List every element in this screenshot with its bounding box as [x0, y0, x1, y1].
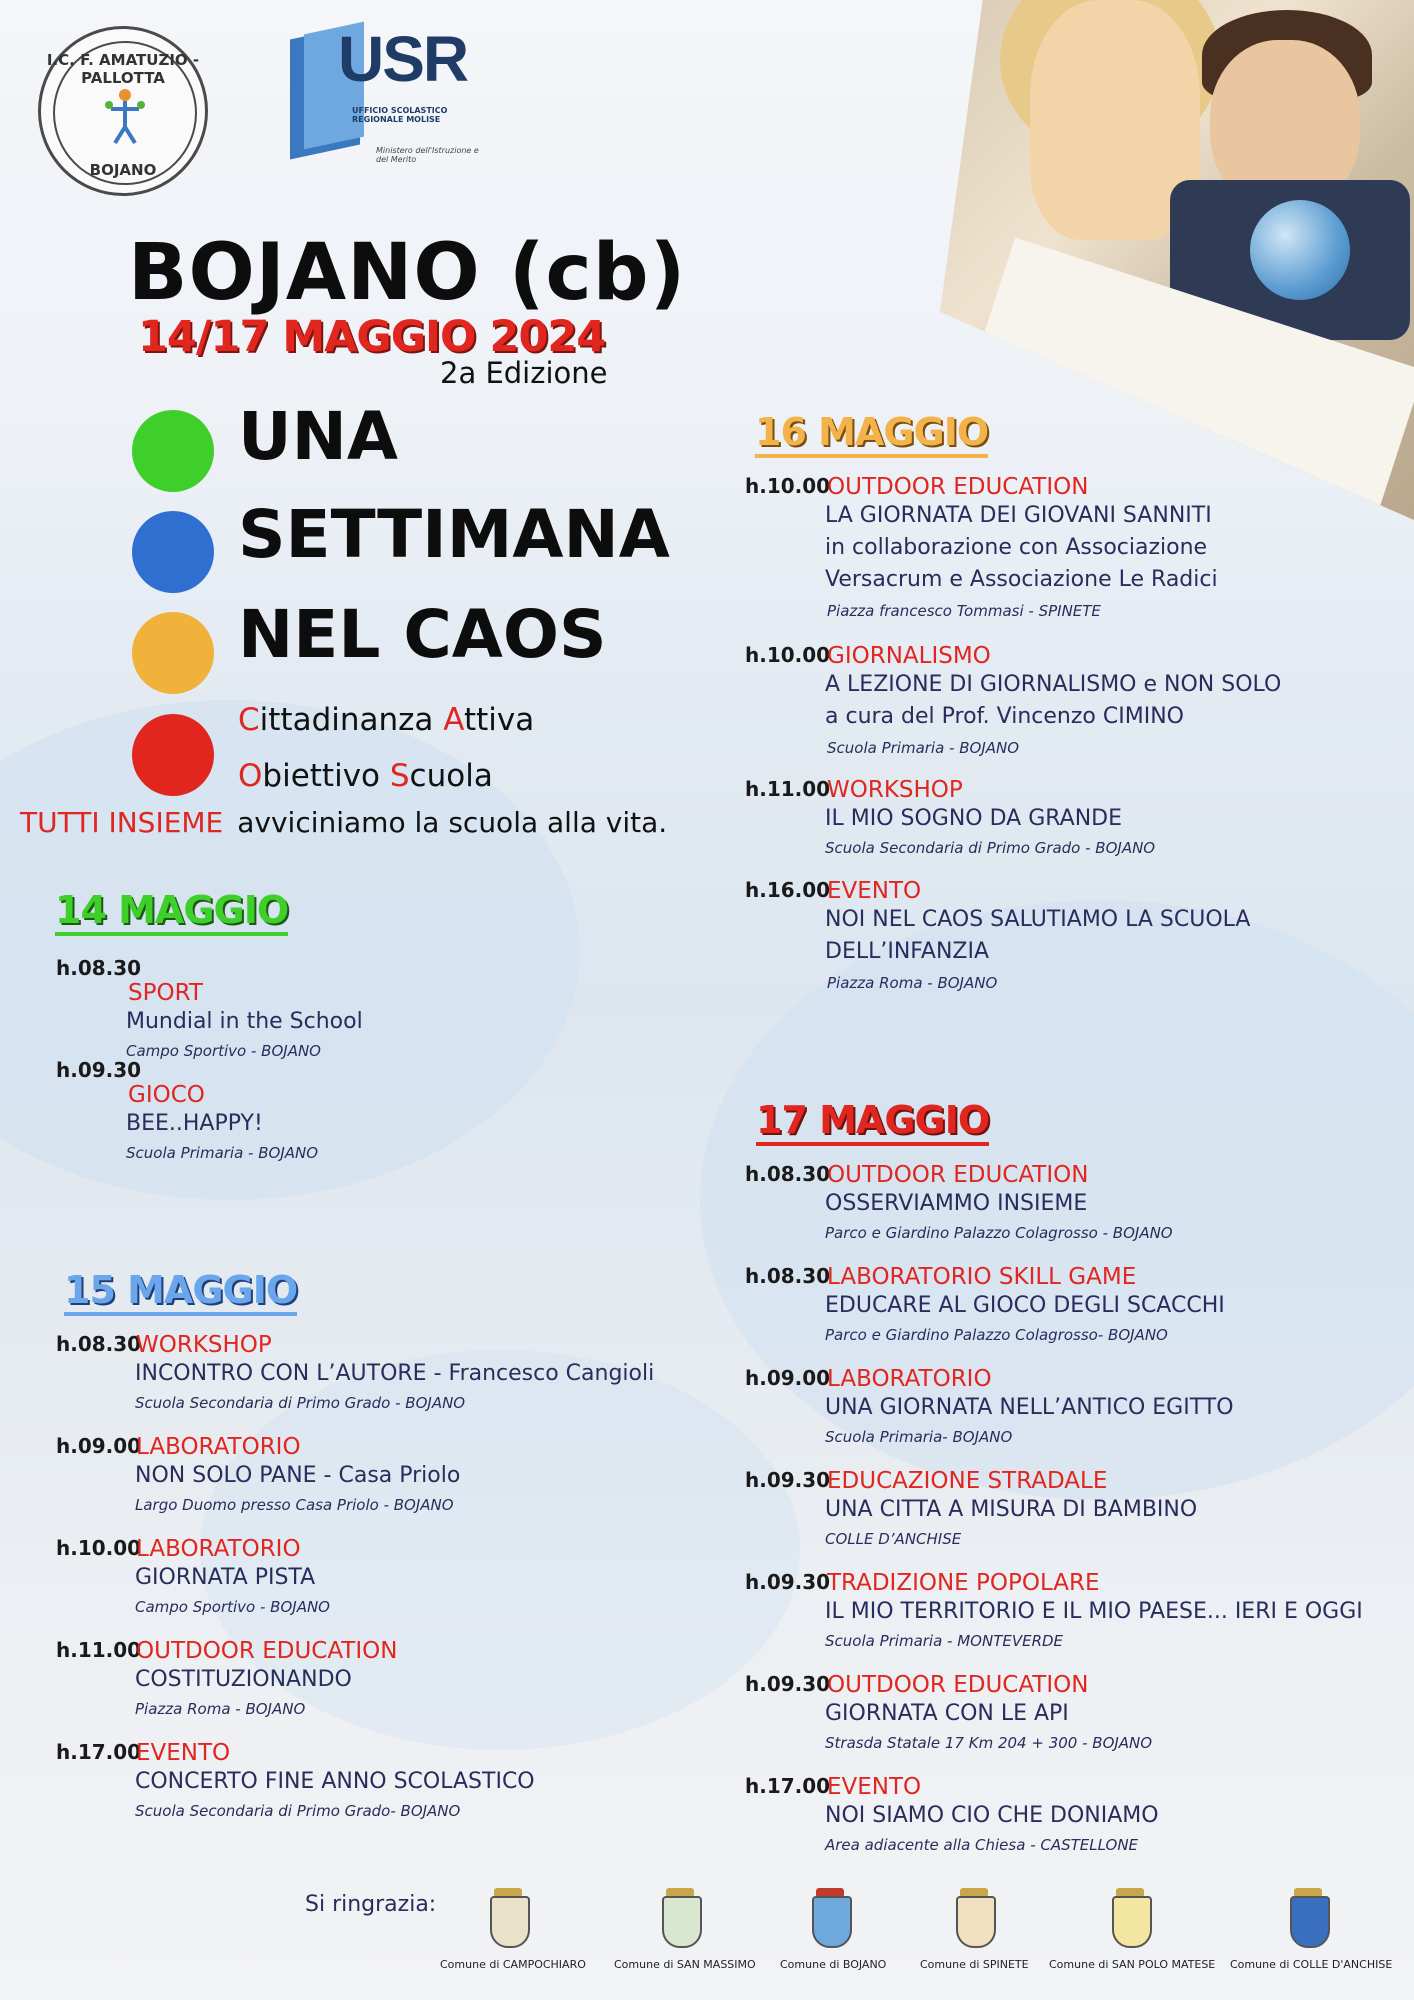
event-place: Area adiacente alla Chiesa - CASTELLONE: [825, 1836, 1139, 1854]
school-logo: [38, 26, 208, 196]
event-time: h.08.30: [745, 1264, 831, 1288]
crest-shield: [812, 1896, 852, 1948]
slogan-line-1: UNA: [238, 398, 398, 475]
event-time: h.10.00: [745, 474, 831, 498]
red-dot-icon: [132, 714, 214, 796]
event-place: Strasda Statale 17 Km 204 + 300 - BOJANO: [825, 1734, 1153, 1752]
event-category: WORKSHOP: [827, 777, 963, 803]
event-category: OUTDOOR EDUCATION: [827, 474, 1089, 500]
event-place: Scuola Primaria - BOJANO: [827, 739, 1020, 757]
event-place: Scuola Primaria - MONTEVERDE: [825, 1632, 1064, 1650]
event-name: INCONTRO CON L’AUTORE - Francesco Cangioli: [135, 1361, 655, 1386]
event-time: h.08.30: [745, 1162, 831, 1186]
event-category: TRADIZIONE POPOLARE: [827, 1570, 1100, 1596]
event-name-line-3: Versacrum e Associazione Le Radici: [825, 567, 1218, 592]
event-category: OUTDOOR EDUCATION: [136, 1638, 398, 1664]
event-category: EVENTO: [827, 878, 922, 904]
event-name-line-1: A LEZIONE DI GIORNALISMO e NON SOLO: [825, 672, 1282, 697]
crest-shield: [490, 1896, 530, 1948]
cittadinanza-attiva: [238, 702, 534, 738]
event-category: GIORNALISMO: [827, 643, 991, 669]
event-name-line-2: a cura del Prof. Vincenzo CIMINO: [825, 704, 1184, 729]
initial-a: A: [443, 702, 464, 738]
word-rest: biettivo: [262, 758, 390, 794]
green-dot-icon: [132, 410, 214, 492]
event-category: LABORATORIO: [136, 1434, 301, 1460]
obiettivo-scuola: [238, 758, 493, 794]
word-rest: cuola: [409, 758, 493, 794]
event-name: UNA GIORNATA NELL’ANTICO EGITTO: [825, 1395, 1234, 1420]
page-title: BOJANO (cb): [128, 228, 687, 318]
san-massimo-crest-icon: [650, 1888, 710, 1956]
crest-shield: [1290, 1896, 1330, 1948]
event-place: Scuola Secondaria di Primo Grado - BOJANO: [135, 1394, 466, 1412]
usr-subtitle: UFFICIO SCOLASTICO REGIONALE MOLISE: [352, 106, 448, 124]
event-name: IL MIO TERRITORIO E IL MIO PAESE... IERI E OGGI: [825, 1599, 1363, 1624]
event-category: SPORT: [128, 980, 203, 1006]
usr-title: USR: [338, 23, 468, 95]
comune-label: Comune di SAN MASSIMO: [614, 1958, 756, 1971]
comune-label: Comune di SAN POLO MATESE: [1049, 1958, 1216, 1971]
spinete-crest-icon: [944, 1888, 1004, 1956]
event-category: LABORATORIO: [136, 1536, 301, 1562]
school-logo-bottom-text: BOJANO: [89, 161, 157, 179]
event-name: Mundial in the School: [126, 1009, 363, 1034]
event-category: OUTDOOR EDUCATION: [827, 1162, 1089, 1188]
children-figure-icon: [103, 87, 147, 147]
blue-dot-icon: [132, 511, 214, 593]
day-header-17: 17 MAGGIO: [756, 1098, 989, 1146]
event-time: h.09.30: [56, 1058, 142, 1082]
tutti-insieme: TUTTI INSIEME: [20, 806, 224, 839]
event-time: h.08.30: [56, 1332, 142, 1356]
day-header-14: 14 MAGGIO: [55, 888, 288, 936]
comune-label: Comune di BOJANO: [780, 1958, 887, 1971]
event-dates: 14/17 MAGGIO 2024: [138, 312, 606, 362]
event-name-line-1: NOI NEL CAOS SALUTIAMO LA SCUOLA: [825, 907, 1251, 932]
usr-ministry: Ministero dell'Istruzione e del Merito: [376, 146, 479, 164]
thanks-label: Si ringrazia:: [305, 1892, 437, 1917]
globe-icon: [1250, 200, 1350, 300]
event-category: LABORATORIO: [827, 1366, 992, 1392]
event-name: GIORNATA PISTA: [135, 1565, 316, 1590]
event-name: CONCERTO FINE ANNO SCOLASTICO: [135, 1769, 535, 1794]
word-rest: ittadinanza: [259, 702, 444, 738]
event-name: OSSERVIAMMO INSIEME: [825, 1191, 1088, 1216]
event-time: h.11.00: [745, 777, 831, 801]
event-name: BEE..HAPPY!: [126, 1111, 263, 1136]
word-rest: ttiva: [463, 702, 535, 738]
event-time: h.16.00: [745, 878, 831, 902]
event-name-line-1: LA GIORNATA DEI GIOVANI SANNITI: [825, 503, 1212, 528]
day-header-16: 16 MAGGIO: [755, 410, 988, 458]
event-category: OUTDOOR EDUCATION: [827, 1672, 1089, 1698]
event-time: h.11.00: [56, 1638, 142, 1662]
event-category: WORKSHOP: [136, 1332, 272, 1358]
event-name: UNA CITTA A MISURA DI BAMBINO: [825, 1497, 1198, 1522]
event-category: EDUCAZIONE STRADALE: [827, 1468, 1108, 1494]
crest-shield: [662, 1896, 702, 1948]
usr-logo: [290, 22, 480, 162]
event-name: EDUCARE AL GIOCO DEGLI SCACCHI: [825, 1293, 1225, 1318]
event-category: GIOCO: [128, 1082, 205, 1108]
crest-shield: [1112, 1896, 1152, 1948]
event-time: h.17.00: [745, 1774, 831, 1798]
event-time: h.09.30: [745, 1468, 831, 1492]
event-place: Largo Duomo presso Casa Priolo - BOJANO: [135, 1496, 454, 1514]
initial-o: O: [238, 758, 263, 794]
event-name: COSTITUZIONANDO: [135, 1667, 352, 1692]
event-place: Scuola Primaria - BOJANO: [126, 1144, 319, 1162]
event-time: h.10.00: [745, 643, 831, 667]
comune-label: Comune di COLLE D'ANCHISE: [1230, 1958, 1393, 1971]
event-category: EVENTO: [827, 1774, 922, 1800]
event-time: h.09.00: [56, 1434, 142, 1458]
initial-s: S: [389, 758, 410, 794]
day-header-15: 15 MAGGIO: [64, 1268, 297, 1316]
event-place: Campo Sportivo - BOJANO: [126, 1042, 321, 1060]
colle-danchise-crest-icon: [1278, 1888, 1338, 1956]
event-place: COLLE D’ANCHISE: [825, 1530, 962, 1548]
crest-shield: [956, 1896, 996, 1948]
event-place: Piazza francesco Tommasi - SPINETE: [827, 602, 1101, 620]
event-name: GIORNATA CON LE API: [825, 1701, 1069, 1726]
event-category: LABORATORIO SKILL GAME: [827, 1264, 1137, 1290]
event-time: h.10.00: [56, 1536, 142, 1560]
event-time: h.08.30: [56, 956, 142, 980]
event-name: NON SOLO PANE - Casa Priolo: [135, 1463, 461, 1488]
comune-label: Comune di SPINETE: [920, 1958, 1029, 1971]
event-place: Campo Sportivo - BOJANO: [135, 1598, 330, 1616]
event-place: Piazza Roma - BOJANO: [827, 974, 998, 992]
event-place: Parco e Giardino Palazzo Colagrosso - BOJANO: [825, 1224, 1173, 1242]
event-name-line-2: DELL’INFANZIA: [825, 939, 990, 964]
event-name-line-1: IL MIO SOGNO DA GRANDE: [825, 806, 1122, 831]
event-name: NOI SIAMO CIO CHE DONIAMO: [825, 1803, 1159, 1828]
san-polo-matese-crest-icon: [1100, 1888, 1160, 1956]
event-time: h.09.30: [745, 1672, 831, 1696]
tutti-insieme-line: [20, 806, 667, 839]
campochiaro-crest-icon: [478, 1888, 538, 1956]
slogan-line-2: SETTIMANA: [238, 496, 670, 573]
tutti-insieme-rest: avviciniamo la scuola alla vita.: [237, 806, 668, 839]
edition-label: 2a Edizione: [440, 356, 608, 390]
event-time: h.09.30: [745, 1570, 831, 1594]
event-place: Scuola Secondaria di Primo Grado- BOJANO: [135, 1802, 461, 1820]
slogan-line-3: NEL CAOS: [238, 596, 607, 673]
bojano-crest-icon: [800, 1888, 860, 1956]
event-place: Parco e Giardino Palazzo Colagrosso- BOJANO: [825, 1326, 1168, 1344]
school-logo-top-text: I.C. F. AMATUZIO - PALLOTTA: [46, 51, 200, 87]
event-name-line-2: in collaborazione con Associazione: [825, 535, 1208, 560]
event-place: Scuola Primaria- BOJANO: [825, 1428, 1013, 1446]
orange-dot-icon: [132, 612, 214, 694]
event-place: Piazza Roma - BOJANO: [135, 1700, 306, 1718]
initial-c: C: [238, 702, 260, 738]
comune-label: Comune di CAMPOCHIARO: [440, 1958, 586, 1971]
event-place: Scuola Secondaria di Primo Grado - BOJANO: [825, 839, 1156, 857]
event-time: h.17.00: [56, 1740, 142, 1764]
event-category: EVENTO: [136, 1740, 231, 1766]
event-time: h.09.00: [745, 1366, 831, 1390]
